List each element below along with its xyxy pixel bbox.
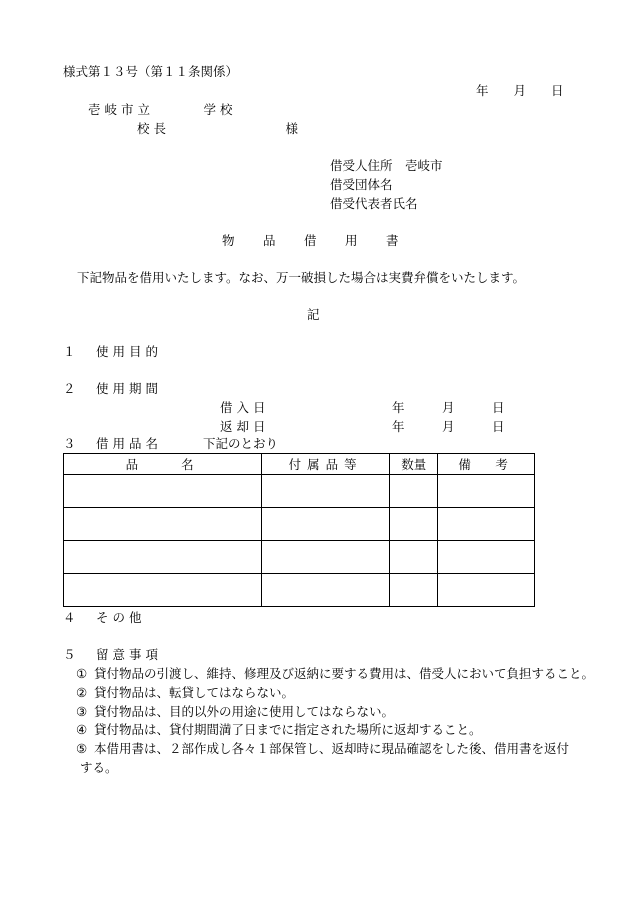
note-text: 貸付物品は、目的以外の用途に使用してはならない。 [94, 704, 395, 719]
cell-item-name[interactable] [64, 475, 262, 508]
note-item [76, 741, 569, 757]
borrower-address: 借受人住所 壱岐市 [330, 158, 443, 173]
note-text: 貸付物品の引渡し、維持、修理及び返納に要する費用は、借受人において負担すること。 [94, 666, 595, 681]
cell-accessories[interactable] [262, 574, 390, 607]
items-note: 下記のとおり [203, 436, 279, 451]
date-line: 年 月 日 [476, 83, 564, 98]
cell-remarks[interactable] [438, 475, 535, 508]
cell-quantity[interactable] [390, 508, 438, 541]
note-marker: ① [76, 666, 88, 681]
note-item [76, 666, 594, 682]
items-table [63, 453, 535, 607]
section-purpose: １ 使用目的 [63, 344, 163, 359]
note-continuation: する。 [80, 760, 118, 775]
cell-quantity[interactable] [390, 541, 438, 574]
cell-quantity[interactable] [390, 475, 438, 508]
cell-accessories[interactable] [262, 541, 390, 574]
note-marker: ② [76, 685, 88, 700]
borrow-date-blank: 年 月 日 [392, 400, 505, 415]
table-row [64, 508, 535, 541]
note-item [76, 685, 294, 701]
header-remarks: 備 考 [438, 454, 535, 475]
note-marker: ④ [76, 722, 88, 737]
borrower-group: 借受団体名 [330, 177, 393, 192]
cell-quantity[interactable] [390, 574, 438, 607]
intro-text: 下記物品を借用いたします。なお、万一破損した場合は実費弁償をいたします。 [77, 270, 526, 285]
principal-addressee: 校長 様 [137, 121, 303, 136]
return-date-label: 返却日 [220, 419, 270, 434]
note-item [76, 704, 394, 720]
document-title: 物 品 借 用 書 [222, 233, 407, 248]
header-quantity: 数量 [390, 454, 438, 475]
cell-remarks[interactable] [438, 508, 535, 541]
cell-remarks[interactable] [438, 541, 535, 574]
school-name: 壱岐市立 学校 [88, 102, 237, 117]
table-row [64, 574, 535, 607]
table-row [64, 541, 535, 574]
cell-item-name[interactable] [64, 541, 262, 574]
items-table-header [64, 454, 535, 475]
borrower-representative: 借受代表者氏名 [330, 196, 418, 211]
form-number: 様式第１３号（第１１条関係） [63, 64, 239, 79]
header-accessories: 付属品等 [262, 454, 390, 475]
ki-heading: 記 [307, 307, 320, 322]
note-text: 貸付物品は、転貸してはならない。 [94, 685, 295, 700]
section-notes: ５ 留意事項 [63, 647, 163, 662]
header-item-name: 品 名 [64, 454, 262, 475]
note-marker: ③ [76, 704, 88, 719]
note-text: 本借用書は、２部作成し各々１部保管し、返却時に現品確認をした後、借用書を返付 [94, 741, 570, 756]
section-period: ２ 使用期間 [63, 381, 163, 396]
note-text: 貸付物品は、貸付期間満了日までに指定された場所に返却すること。 [94, 722, 482, 737]
borrow-date-label: 借入日 [220, 400, 270, 415]
section-items: ３ 借用品名 [63, 436, 163, 451]
return-date-blank: 年 月 日 [392, 419, 505, 434]
cell-item-name[interactable] [64, 508, 262, 541]
cell-item-name[interactable] [64, 574, 262, 607]
table-row [64, 475, 535, 508]
note-marker: ⑤ [76, 741, 88, 756]
cell-accessories[interactable] [262, 475, 390, 508]
cell-remarks[interactable] [438, 574, 535, 607]
section-other: ４ その他 [63, 610, 146, 625]
cell-accessories[interactable] [262, 508, 390, 541]
note-item [76, 722, 482, 738]
